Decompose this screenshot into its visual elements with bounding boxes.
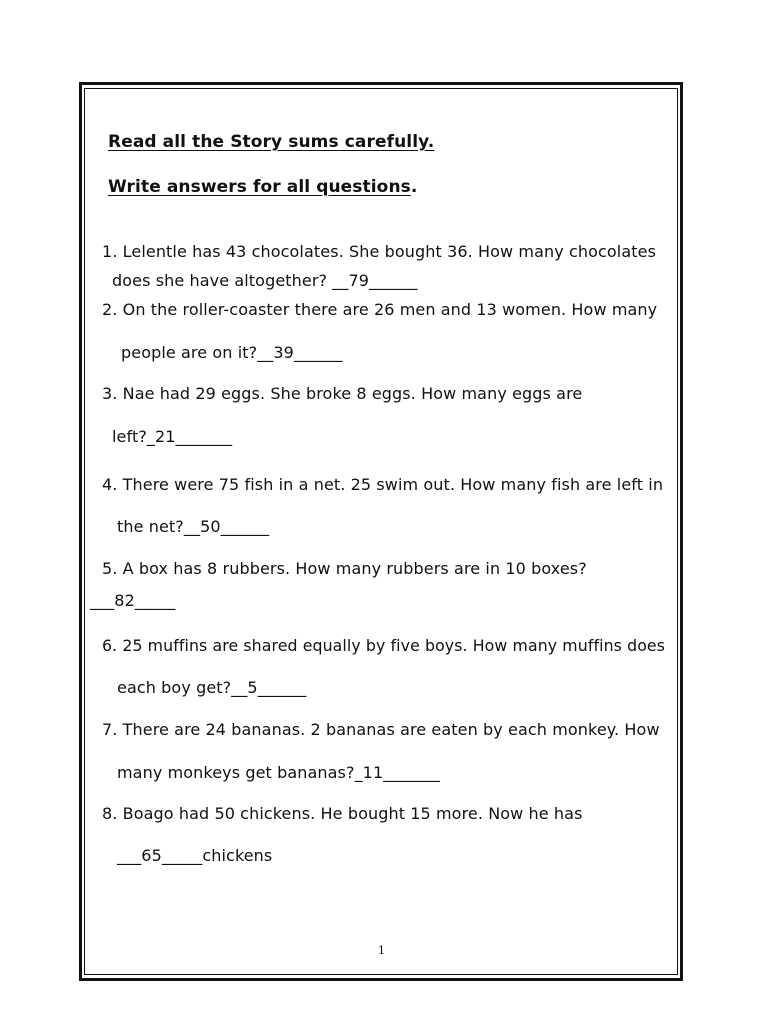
question-7-line-2: many monkeys get bananas?_11_______ <box>117 763 440 782</box>
question-2-line-1: 2. On the roller-coaster there are 26 men and 13 women. How many <box>102 300 658 319</box>
heading-write-answers-period: . <box>410 177 418 197</box>
question-7-line-1: 7. There are 24 bananas. 2 bananas are eaten by each monkey. How <box>102 720 660 739</box>
heading-write-answers <box>108 177 417 197</box>
heading-instructions: Read all the Story sums carefully. <box>108 132 435 152</box>
question-1-line-1: 1. Lelentle has 43 chocolates. She bought 36. How many chocolates <box>102 242 656 261</box>
question-8-line-1: 8. Boago had 50 chickens. He bought 15 more. Now he has <box>102 804 583 823</box>
question-1-line-2: does she have altogether? __79______ <box>112 271 418 290</box>
question-3-line-1: 3. Nae had 29 eggs. She broke 8 eggs. How many eggs are <box>102 384 583 403</box>
heading-write-answers-text: Write answers for all questions <box>108 177 411 197</box>
question-5-line-1: 5. A box has 8 rubbers. How many rubbers are in 10 boxes? <box>102 559 587 578</box>
question-4-line-1: 4. There were 75 fish in a net. 25 swim out. How many fish are left in <box>102 475 664 494</box>
question-3-line-2: left?_21_______ <box>112 427 233 446</box>
question-2-line-2: people are on it?__39______ <box>121 343 343 362</box>
page-number: 1 <box>378 944 385 957</box>
question-6-line-2: each boy get?__5______ <box>117 678 307 697</box>
question-4-line-2: the net?__50______ <box>117 517 270 536</box>
question-6-line-1: 6. 25 muffins are shared equally by five boys. How many muffins does <box>102 636 666 655</box>
question-5-line-2: ___82_____ <box>90 591 176 610</box>
question-8-line-2: ___65_____chickens <box>117 846 273 865</box>
